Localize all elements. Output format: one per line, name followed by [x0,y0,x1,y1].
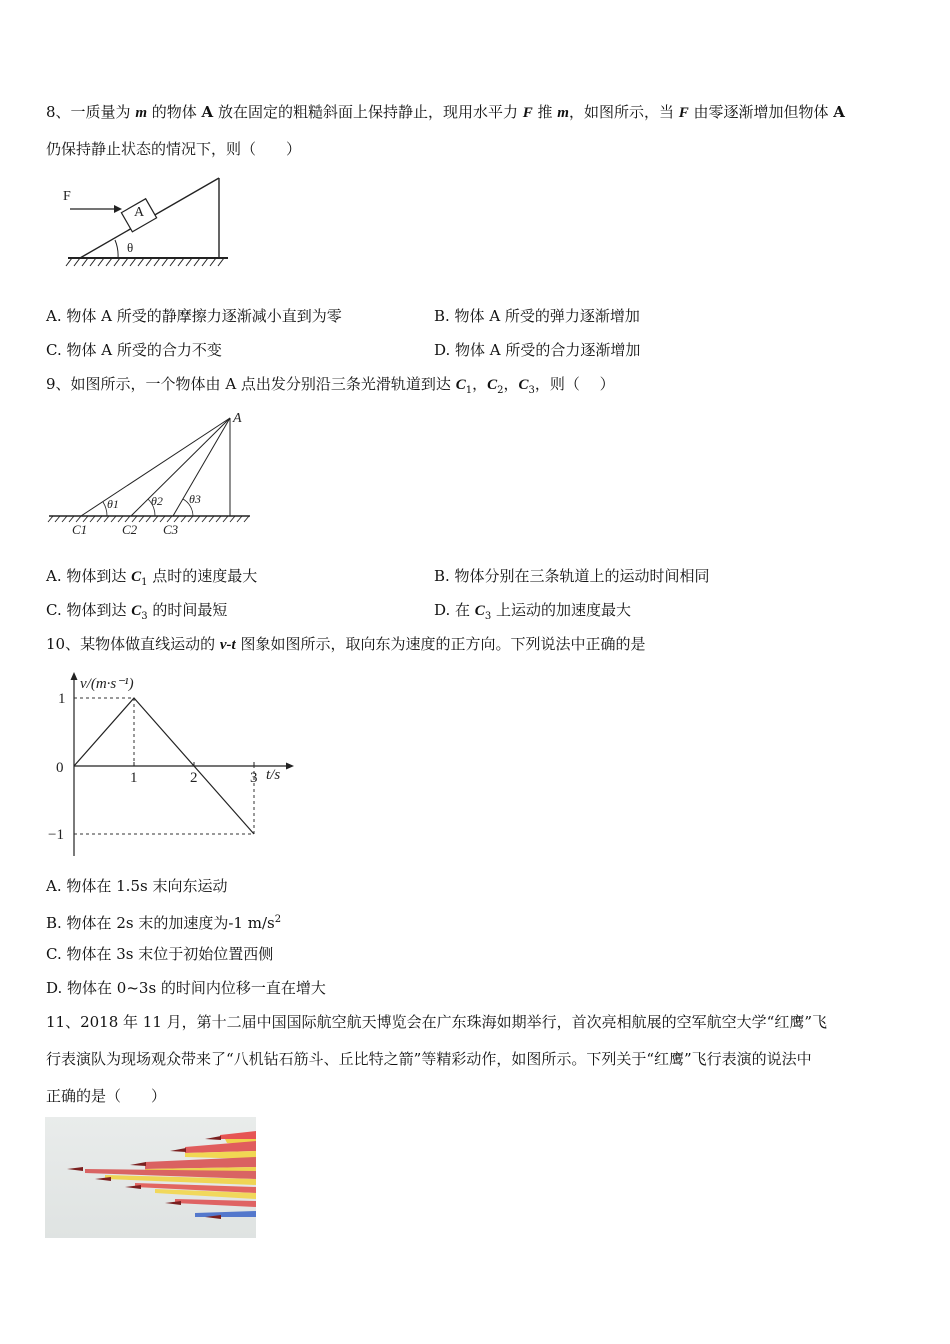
q8-stem-line2: 仍保持静止状态的情况下，则（ ） [46,140,302,158]
q8-option-d[interactable]: D. 物体 A 所受的合力逐渐增加 [434,341,641,359]
q9-option-d[interactable]: D. 在 $C_3$ 上运动的加速度最大 [434,601,631,622]
q8-option-b[interactable]: B. 物体 A 所受的弹力逐渐增加 [434,307,640,325]
q8-block-label: A [134,205,145,220]
vt-origin-label: 0 [56,760,64,776]
q11-aerobatics-photo [45,1117,256,1238]
q9-c2-label: C2 [122,522,138,537]
vt-xtick-label-3: 3 [250,770,258,786]
q9-angle3-label: θ3 [189,492,201,506]
q11-stem-line2: 行表演队为现场观众带来了“八机钻石筋斗、丘比特之箭”等精彩动作，如图所示。下列关于“红鹰”飞行表演的说法中 [46,1050,812,1068]
q9-angle2-label: θ2 [151,494,163,508]
q9-option-a[interactable]: A. 物体到达 $C_1$ 点时的速度最大 [46,567,258,588]
vt-xtick-label-2: 2 [190,770,198,786]
q9-point-a-label: A [233,411,242,426]
q8-option-a[interactable]: A. 物体 A 所受的静摩擦力逐渐减小直到为零 [46,307,342,325]
q9-c3-label: C3 [163,522,179,537]
q9-option-c[interactable]: C. 物体到达 $C_3$ 的时间最短 [46,601,228,622]
q8-stem-line1: 8、一质量为 m 的物体 A 放在固定的粗糙斜面上保持静止，现用水平力 F 推 m，如图所示，当 F 由零逐渐增加但物体 A [46,103,845,121]
q9-c1-label: C1 [72,522,88,537]
q8-incline-figure [60,170,260,270]
q10-option-c[interactable]: C. 物体在 3s 末位于初始位置西侧 [46,945,274,963]
q9-stem: 9、如图所示，一个物体由 A 点出发分别沿三条光滑轨道到达 $C_1$，$C_2$，$C_3$，则（ ） [46,375,615,396]
q9-tracks-figure [45,404,260,539]
vt-y-axis-arrow [71,672,78,680]
vt-xtick-label-1: 1 [130,770,138,786]
q8-option-c[interactable]: C. 物体 A 所受的合力不变 [46,341,222,359]
q10-option-b[interactable]: B. 物体在 2s 末的加速度为-1 $m/s^2$ [46,914,282,932]
q8-force-label: F [63,189,71,204]
q10-option-a[interactable]: A. 物体在 1.5s 末向东运动 [46,877,228,895]
q9-angle1-label: θ1 [107,497,119,511]
q11-stem-line1: 11、2018 年 11 月，第十二届中国国际航空航天博览会在广东珠海如期举行，首次亮相航展的空军航空大学“红鹰”飞 [46,1013,827,1031]
vt-ticks [48,691,258,843]
q9-option-b[interactable]: B. 物体分别在三条轨道上的运动时间相同 [434,567,710,585]
q10-option-d[interactable]: D. 物体在 0~3s 的时间内位移一直在增大 [46,979,326,997]
q8-angle-label: θ [127,240,134,255]
q10-stem: 10、某物体做直线运动的 v-t 图象如图所示，取向东为速度的正方向。下列说法中正确的是 [46,635,646,653]
q11-photo-illustration [45,1117,256,1238]
vt-y-axis-label: v/(m·s⁻¹) [80,676,134,692]
vt-ytick-label-neg1: −1 [48,827,64,843]
vt-ytick-label-1: 1 [58,691,66,707]
vt-x-axis-label: t/s [266,767,281,783]
q10-vt-chart [40,664,300,864]
vt-x-axis-arrow [286,763,294,770]
q11-stem-line3: 正确的是（ ） [46,1087,167,1105]
